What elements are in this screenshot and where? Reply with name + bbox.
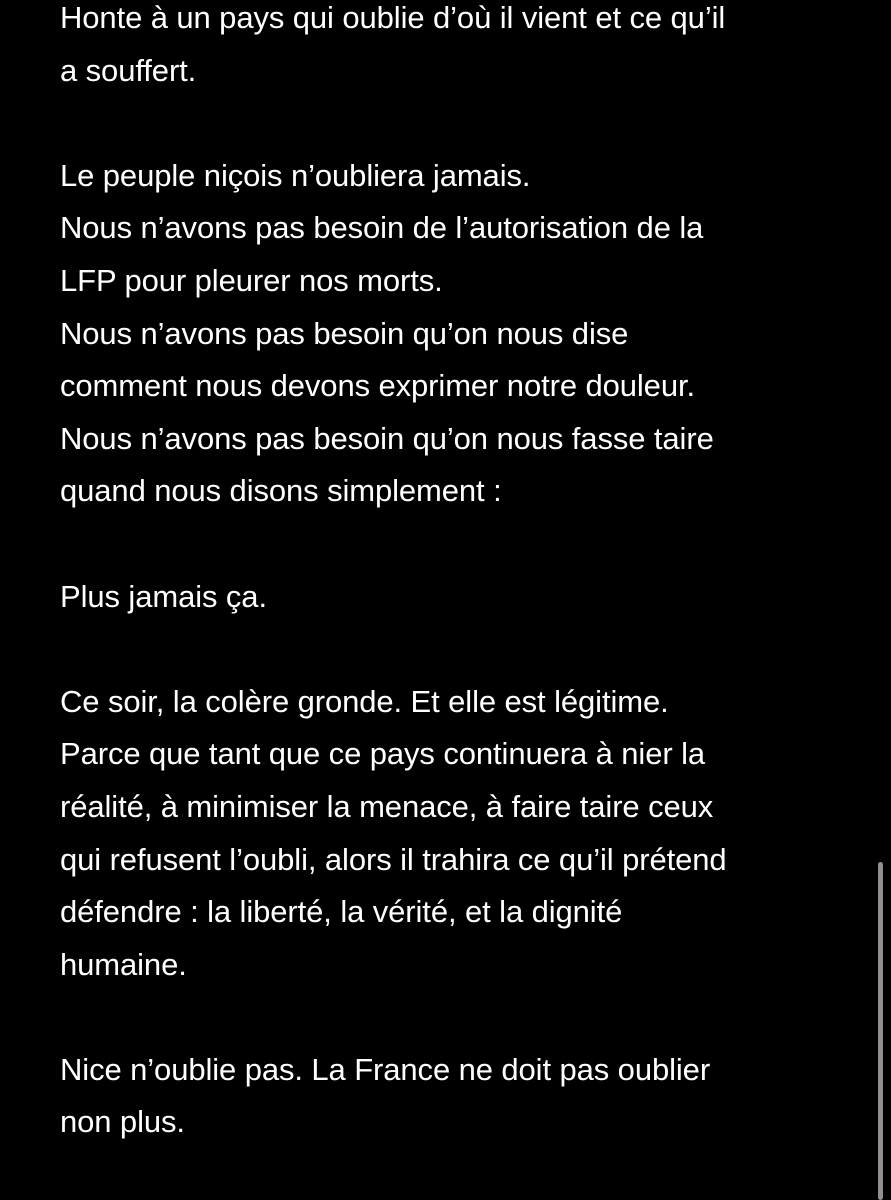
note-line: Nous n’avons pas besoin qu’on nous fasse taire xyxy=(60,420,714,456)
note-line: non plus. xyxy=(60,1104,185,1140)
note-line: Parce que tant que ce pays continuera à nier la xyxy=(60,736,705,772)
note-line: qui refusent l’oubli, alors il trahira ce qu’il prétend xyxy=(60,841,727,877)
note-blank-line xyxy=(60,623,830,676)
note-line: Nice n’oublie pas. La France ne doit pas oublier xyxy=(60,1051,711,1087)
note-line: Plus jamais ça. xyxy=(60,578,267,614)
note-line: défendre : la liberté, la vérité, et la dignité xyxy=(60,894,623,930)
note-body[interactable] xyxy=(60,0,830,1149)
note-line: comment nous devons exprimer notre douleur. xyxy=(60,368,695,404)
note-line: Honte à un pays qui oublie d’où il vient et ce qu’il xyxy=(60,0,726,35)
note-line: quand nous disons simplement : xyxy=(60,473,502,509)
note-line: LFP pour pleurer nos morts. xyxy=(60,262,443,298)
note-blank-line xyxy=(60,991,830,1044)
note-line: Nous n’avons pas besoin qu’on nous dise xyxy=(60,315,629,351)
note-line: Nous n’avons pas besoin de l’autorisation de la xyxy=(60,210,704,246)
note-line: humaine. xyxy=(60,946,187,982)
note-line: réalité, à minimiser la menace, à faire taire ceux xyxy=(60,788,714,824)
note-line: Ce soir, la colère gronde. Et elle est légitime. xyxy=(60,683,669,719)
note-blank-line xyxy=(60,518,830,571)
note-line: a souffert. xyxy=(60,52,197,88)
note-line: Le peuple niçois n’oubliera jamais. xyxy=(60,157,531,193)
scrollbar-thumb[interactable] xyxy=(878,862,883,1200)
note-blank-line xyxy=(60,97,830,150)
